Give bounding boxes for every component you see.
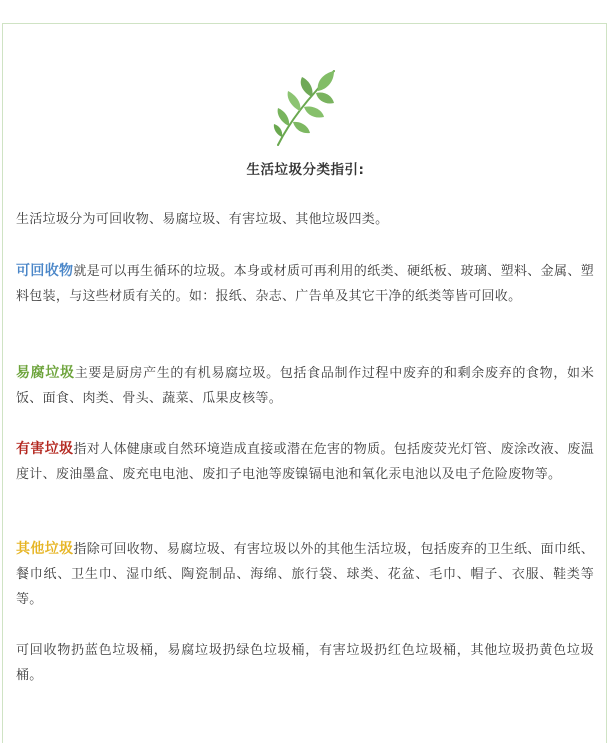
other-waste-term: 其他垃圾 <box>16 541 74 557</box>
recyclable-term: 可回收物 <box>16 263 74 279</box>
perishable-paragraph <box>16 361 594 411</box>
perishable-term: 易腐垃圾 <box>16 365 75 381</box>
intro-paragraph: 生活垃圾分为可回收物、易腐垃圾、有害垃圾、其他垃圾四类。 <box>16 212 389 227</box>
leaf-sprig-icon <box>272 67 338 149</box>
hazardous-term: 有害垃圾 <box>16 441 74 457</box>
hazardous-paragraph <box>16 437 594 487</box>
hazardous-description: 指对人体健康或自然环境造成直接或潜在危害的物质。包括废荧光灯管、废涂改液、废温度计、废油墨盒、废充电电池、废扣子电池等废镍镉电池和氧化汞电池以及电子危险废物等。 <box>16 442 595 482</box>
page-title: 生活垃圾分类指引: <box>246 162 365 178</box>
other-waste-paragraph <box>16 537 594 612</box>
recyclable-description: 就是可以再生循环的垃圾。本身或材质可再利用的纸类、硬纸板、玻璃、塑料、金属、塑料包装，与这些材质有关的。如：报纸、杂志、广告单及其它干净的纸类等皆可回收。 <box>16 264 595 304</box>
perishable-description: 主要是厨房产生的有机易腐垃圾。包括食品制作过程中废弃的和剩余废弃的食物，如米饭、面食、肉类、骨头、蔬菜、瓜果皮核等。 <box>16 366 594 406</box>
other-waste-description: 指除可回收物、易腐垃圾、有害垃圾以外的其他生活垃圾，包括废弃的卫生纸、面巾纸、餐巾纸、卫生巾、湿巾纸、陶瓷制品、海绵、旅行袋、球类、花盆、毛巾、帽子、衣服、鞋类等等。 <box>16 542 595 607</box>
bins-paragraph: 可回收物扔蓝色垃圾桶，易腐垃圾扔绿色垃圾桶，有害垃圾扔红色垃圾桶，其他垃圾扔黄色垃圾桶。 <box>16 643 594 683</box>
recyclable-paragraph <box>16 259 594 309</box>
